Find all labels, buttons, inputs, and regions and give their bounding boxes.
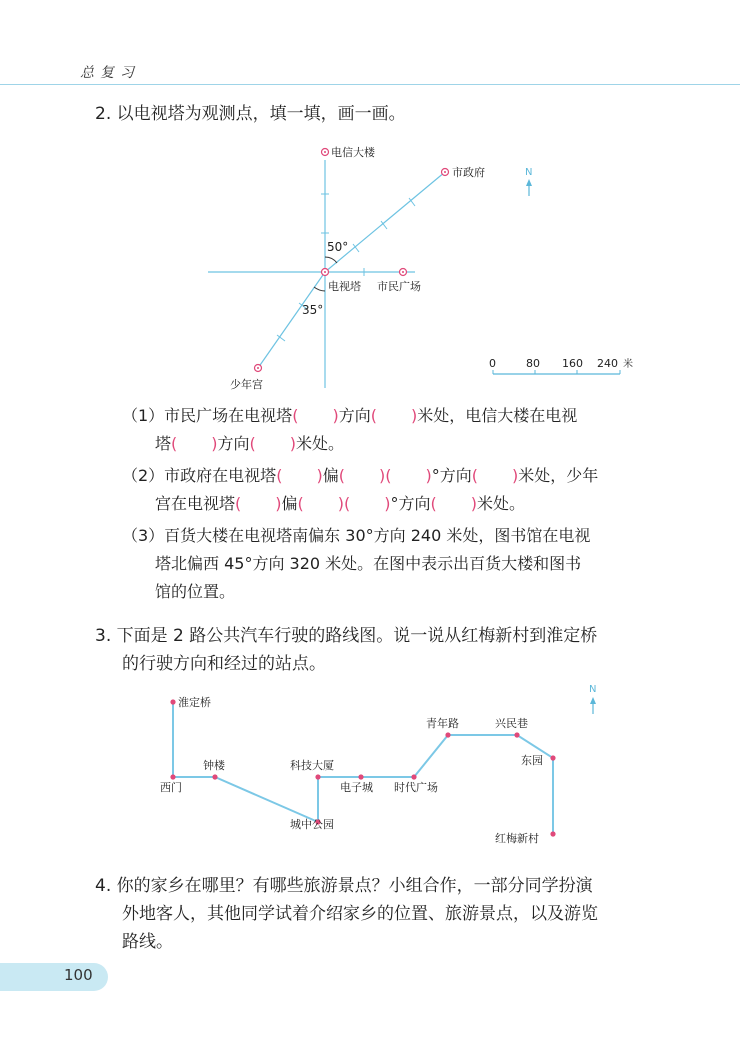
- label-plaza: 市民广场: [377, 280, 421, 293]
- q3-line2: 的行驶方向和经过的站点。: [122, 654, 326, 674]
- q4-line1: 4. 你的家乡在哪里？有哪些旅游景点？小组合作，一部分同学扮演: [95, 876, 593, 896]
- point-telecom: [322, 149, 329, 156]
- label-hongmei: 红梅新村: [495, 832, 539, 845]
- page-number: 100: [64, 966, 93, 984]
- answer-blank[interactable]: ( ): [292, 406, 339, 425]
- q2-sub2-line2: 宫在电视塔( )偏( )( )°方向( )米处。: [155, 490, 525, 518]
- q4-line2: 外地客人，其他同学试着介绍家乡的位置、旅游景点，以及游览: [122, 904, 598, 924]
- answer-blank[interactable]: ( ): [338, 466, 386, 485]
- north-arrow-icon: [525, 167, 532, 196]
- label-govt: 市政府: [452, 166, 485, 179]
- angle-50: 50°: [327, 240, 349, 254]
- section-header: 总复习: [80, 65, 140, 81]
- ray-youth: [258, 272, 325, 368]
- station-keji: [315, 774, 320, 779]
- station-dianzi: [358, 774, 363, 779]
- scale-unit: 米: [623, 359, 633, 370]
- station-qingnian: [445, 732, 450, 737]
- label-tower: 电视塔: [328, 280, 361, 293]
- ray-govt: [325, 172, 445, 272]
- answer-blank[interactable]: ( ): [430, 494, 478, 513]
- answer-blank[interactable]: ( ): [297, 494, 345, 513]
- label-youth: 少年宫: [230, 378, 263, 391]
- station-shidai: [411, 774, 416, 779]
- label-zhonglou: 钟楼: [203, 759, 225, 772]
- scale-tick-240: 240: [597, 357, 618, 370]
- answer-blank[interactable]: ( ): [249, 434, 297, 453]
- q2-sub1-line1: （1）市民广场在电视塔( )方向( )米处，电信大楼在电视: [122, 402, 577, 430]
- label-telecom: 电信大楼: [331, 146, 375, 159]
- q4-line3: 路线。: [122, 932, 173, 952]
- station-zhonglou: [212, 774, 217, 779]
- point-plaza: [400, 269, 407, 276]
- station-xingmin: [514, 732, 519, 737]
- north-arrow-icon: [589, 684, 596, 714]
- scale-tick-80: 80: [526, 357, 540, 370]
- point-govt: [442, 169, 449, 176]
- scale-tick-160: 160: [562, 357, 583, 370]
- point-youth: [255, 365, 262, 372]
- q3-line1: 3. 下面是 2 路公共汽车行驶的路线图。说一说从红梅新村到淮定桥: [95, 626, 598, 646]
- station-huaiding: [170, 699, 175, 704]
- q2-sub3-line1: （3）百货大楼在电视塔南偏东 30°方向 240 米处，图书馆在电视: [122, 526, 591, 545]
- answer-blank[interactable]: ( ): [276, 466, 323, 485]
- label-xingmin: 兴民巷: [495, 717, 528, 730]
- q2-sub3-line2: 塔北偏西 45°方向 320 米处。在图中表示出百货大楼和图书: [155, 554, 582, 573]
- answer-blank[interactable]: ( ): [471, 466, 519, 485]
- answer-blank[interactable]: ( ): [235, 494, 282, 513]
- label-shidai: 时代广场: [394, 781, 438, 794]
- q2-direction-map: [0, 0, 740, 400]
- answer-blank[interactable]: ( ): [385, 466, 432, 485]
- answer-blank[interactable]: ( ): [171, 434, 218, 453]
- svg-text:N: N: [525, 167, 533, 178]
- q3-bus-route-map: [0, 670, 740, 855]
- label-huaiding: 淮定桥: [178, 696, 211, 709]
- station-ximen: [170, 774, 175, 779]
- label-dongyuan: 东园: [521, 754, 543, 767]
- svg-text:N: N: [589, 684, 597, 695]
- label-chengzhong: 城中公园: [290, 818, 334, 831]
- label-qingnian: 青年路: [426, 717, 459, 730]
- answer-blank[interactable]: ( ): [370, 406, 418, 425]
- q2-sub1-line2: 塔( )方向( )米处。: [155, 430, 344, 458]
- scale-bar: [489, 357, 633, 374]
- scale-tick-0: 0: [489, 357, 496, 370]
- point-tower: [322, 269, 329, 276]
- q2-sub2-line1: （2）市政府在电视塔( )偏( )( )°方向( )米处，少年: [122, 462, 598, 490]
- q2-sub3-line3: 馆的位置。: [155, 582, 236, 601]
- angle-35: 35°: [302, 303, 324, 317]
- q2-title: 2. 以电视塔为观测点，填一填，画一画。: [95, 104, 406, 124]
- station-dongyuan: [550, 755, 555, 760]
- label-dianzi: 电子城: [340, 781, 373, 794]
- answer-blank[interactable]: ( ): [344, 494, 391, 513]
- station-hongmei: [550, 831, 555, 836]
- label-keji: 科技大厦: [290, 759, 334, 772]
- label-ximen: 西门: [160, 781, 182, 794]
